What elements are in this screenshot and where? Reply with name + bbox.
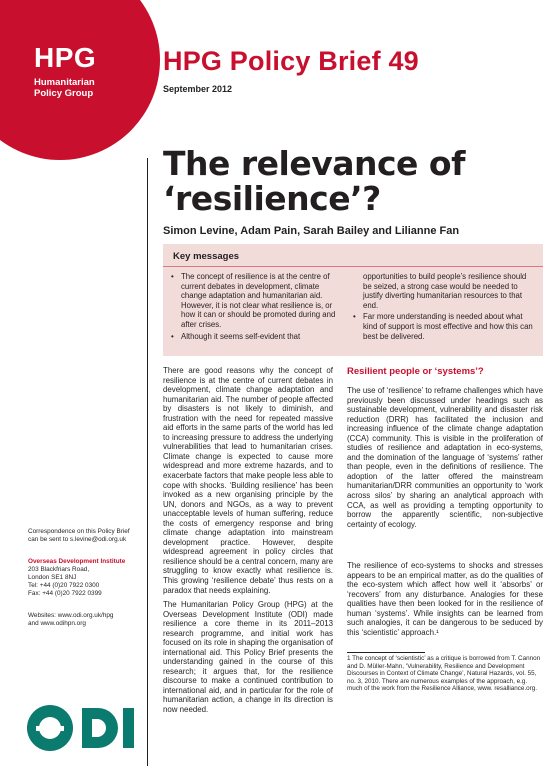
sidebar-text: can be sent to s.levine@odi.org.uk [28,536,127,544]
publication-date: September 2012 [163,84,233,94]
odi-logo [26,705,158,751]
title-line-2: ‘resilience’? [163,179,381,218]
authors: Simon Levine, Adam Pain, Sarah Bailey and Lilianne Fan [163,225,460,237]
hpg-logo-abbr: HPG [34,42,97,73]
footnote-rule [347,652,425,653]
sidebar-org-name: Overseas Development Institute [28,558,126,565]
sidebar-text: London SE1 8NJ [28,574,77,582]
key-messages-rule [163,266,543,267]
sidebar-correspondence [28,528,130,544]
footnote: 1 The concept of ‘scientistic’ as a critique is borrowed from T. Cannon and D. Müller-Mahn, ‘Vulnerability, Resilience and Development Discourses in Context of Climate Change’, Natural Hazards, vol. 55, no. 3, 2010. There are numerous examples of the approach, e.g. much of the work from the Resilience Alliance, www. resalliance.org. [347,655,541,692]
key-message-item: • The concept of resilience is at the centre of current debates in development, climate change adaptation and humanitarian aid. However, it is not clear what resilience is, or how it can or should be promoted during and after crises. [171,272,343,330]
key-message-item: • Although it seems self-evident that [171,332,343,342]
sidebar-websites [28,612,114,628]
key-messages-heading: Key messages [173,251,240,262]
body-right-paragraph-1: The use of ‘resilience’ to reframe challenges which have previously been discussed under headings such as sustainable development, vulnerability and disaster risk reduction (DRR) has facilitated the inclusion and increasing influence of the climate change adaptation (CCA) community. This is visible in the proliferation of studies of resilience and adaptation in eco-systems, and the domination of the language of ‘systems’ rather than people, even in the definitions of resilience. The adoption of the latter offered the mainstream humanitarian/DRR communities an opportunity to ‘work across silos’ by sharing an analytical approach with CCA, as well as providing a tempting opportunity to borrow the apparently scientific, non-subjective certainty of ecology. [347,386,543,529]
key-messages-col-1 [171,272,343,343]
sidebar-address [28,558,125,598]
key-messages-col-2 [353,272,533,343]
key-messages-box [163,244,543,356]
column-divider [147,158,148,766]
sidebar-link[interactable]: and www.odihpn.org [28,620,86,628]
section-heading: Resilient people or ‘systems’? [347,366,484,377]
hpg-logo [34,44,96,99]
sidebar-text: Fax: +44 (0)20 7922 0399 [28,590,102,598]
key-message-item: opportunities to build people’s resilience should be seized, a strong case would be needed to justify diverting humanitarian resources to that end. [363,272,527,310]
body-left-paragraph-1: There are good reasons why the concept of resilience is at the centre of current debates in development, climate change adaptation and humanitarian aid. The number of people affected by disasters is not likely to diminish, and frustration with the need for repeated massive aid efforts in the same parts of the world has led to increasing pressure to address the underlying vulnerabilities that lead to humanitarian crises. Climate change is expected to cause more widespread and more extreme hazards, and to exacerbate factors that make people less able to cope with shocks. ‘Building resilience’ has been invoked as a new organising principle by the UN, donors and NGOs, as a way to prevent unacceptable levels of human suffering, reduce the costs of emergency response and bring climate change adaptation into mainstream development practice. However, despite widespread agreement in policy circles that resilience should be a central concern, many are struggling to know exactly what resilience is. This growing ‘resilience debate’ thus rests on a paradox that needs explaining. [163,366,333,595]
title-line-1: The relevance of [163,144,465,183]
hpg-logo-line1: Humanitarian [34,77,95,88]
sidebar-text: 203 Blackfriars Road, [28,566,90,574]
key-message-item: • Far more understanding is needed about what kind of support is most effective and how this can best be delivered. [353,312,533,341]
body-right-paragraph-2: The resilience of eco-systems to shocks and stresses appears to be an empirical matter, as do the qualities of the eco-system which affect how well it ‘absorbs’ or ‘recovers’ from any disturbance. Analogies for these qualities have then been looked for in the resilience of human ‘systems’. While insights can be learned from such analogies, it can be dangerous to be seduced by this ‘scientistic’ approach.¹ [347,561,543,637]
series-title: HPG Policy Brief 49 [163,46,419,76]
sidebar-link[interactable]: Websites: www.odi.org.uk/hpg [28,612,114,619]
hpg-logo-line2: Policy Group [34,88,94,99]
body-left-paragraph-2: The Humanitarian Policy Group (HPG) at the Overseas Development Institute (ODI) made resilience a core theme in its 2011–2013 research programme, and initial work has focused on its role in shaping the organisation of international aid. This Policy Brief presents the understanding gained in the course of this research; it argues that, for the resilience discourse to make a continued contribution to international aid, and in particular for the role of humanitarian action, a change in its direction is now needed. [163,600,333,715]
page-title [163,146,543,216]
sidebar-text: Tel: +44 (0)20 7922 0300 [28,582,100,590]
sidebar-text: Correspondence on this Policy Brief [28,528,130,535]
